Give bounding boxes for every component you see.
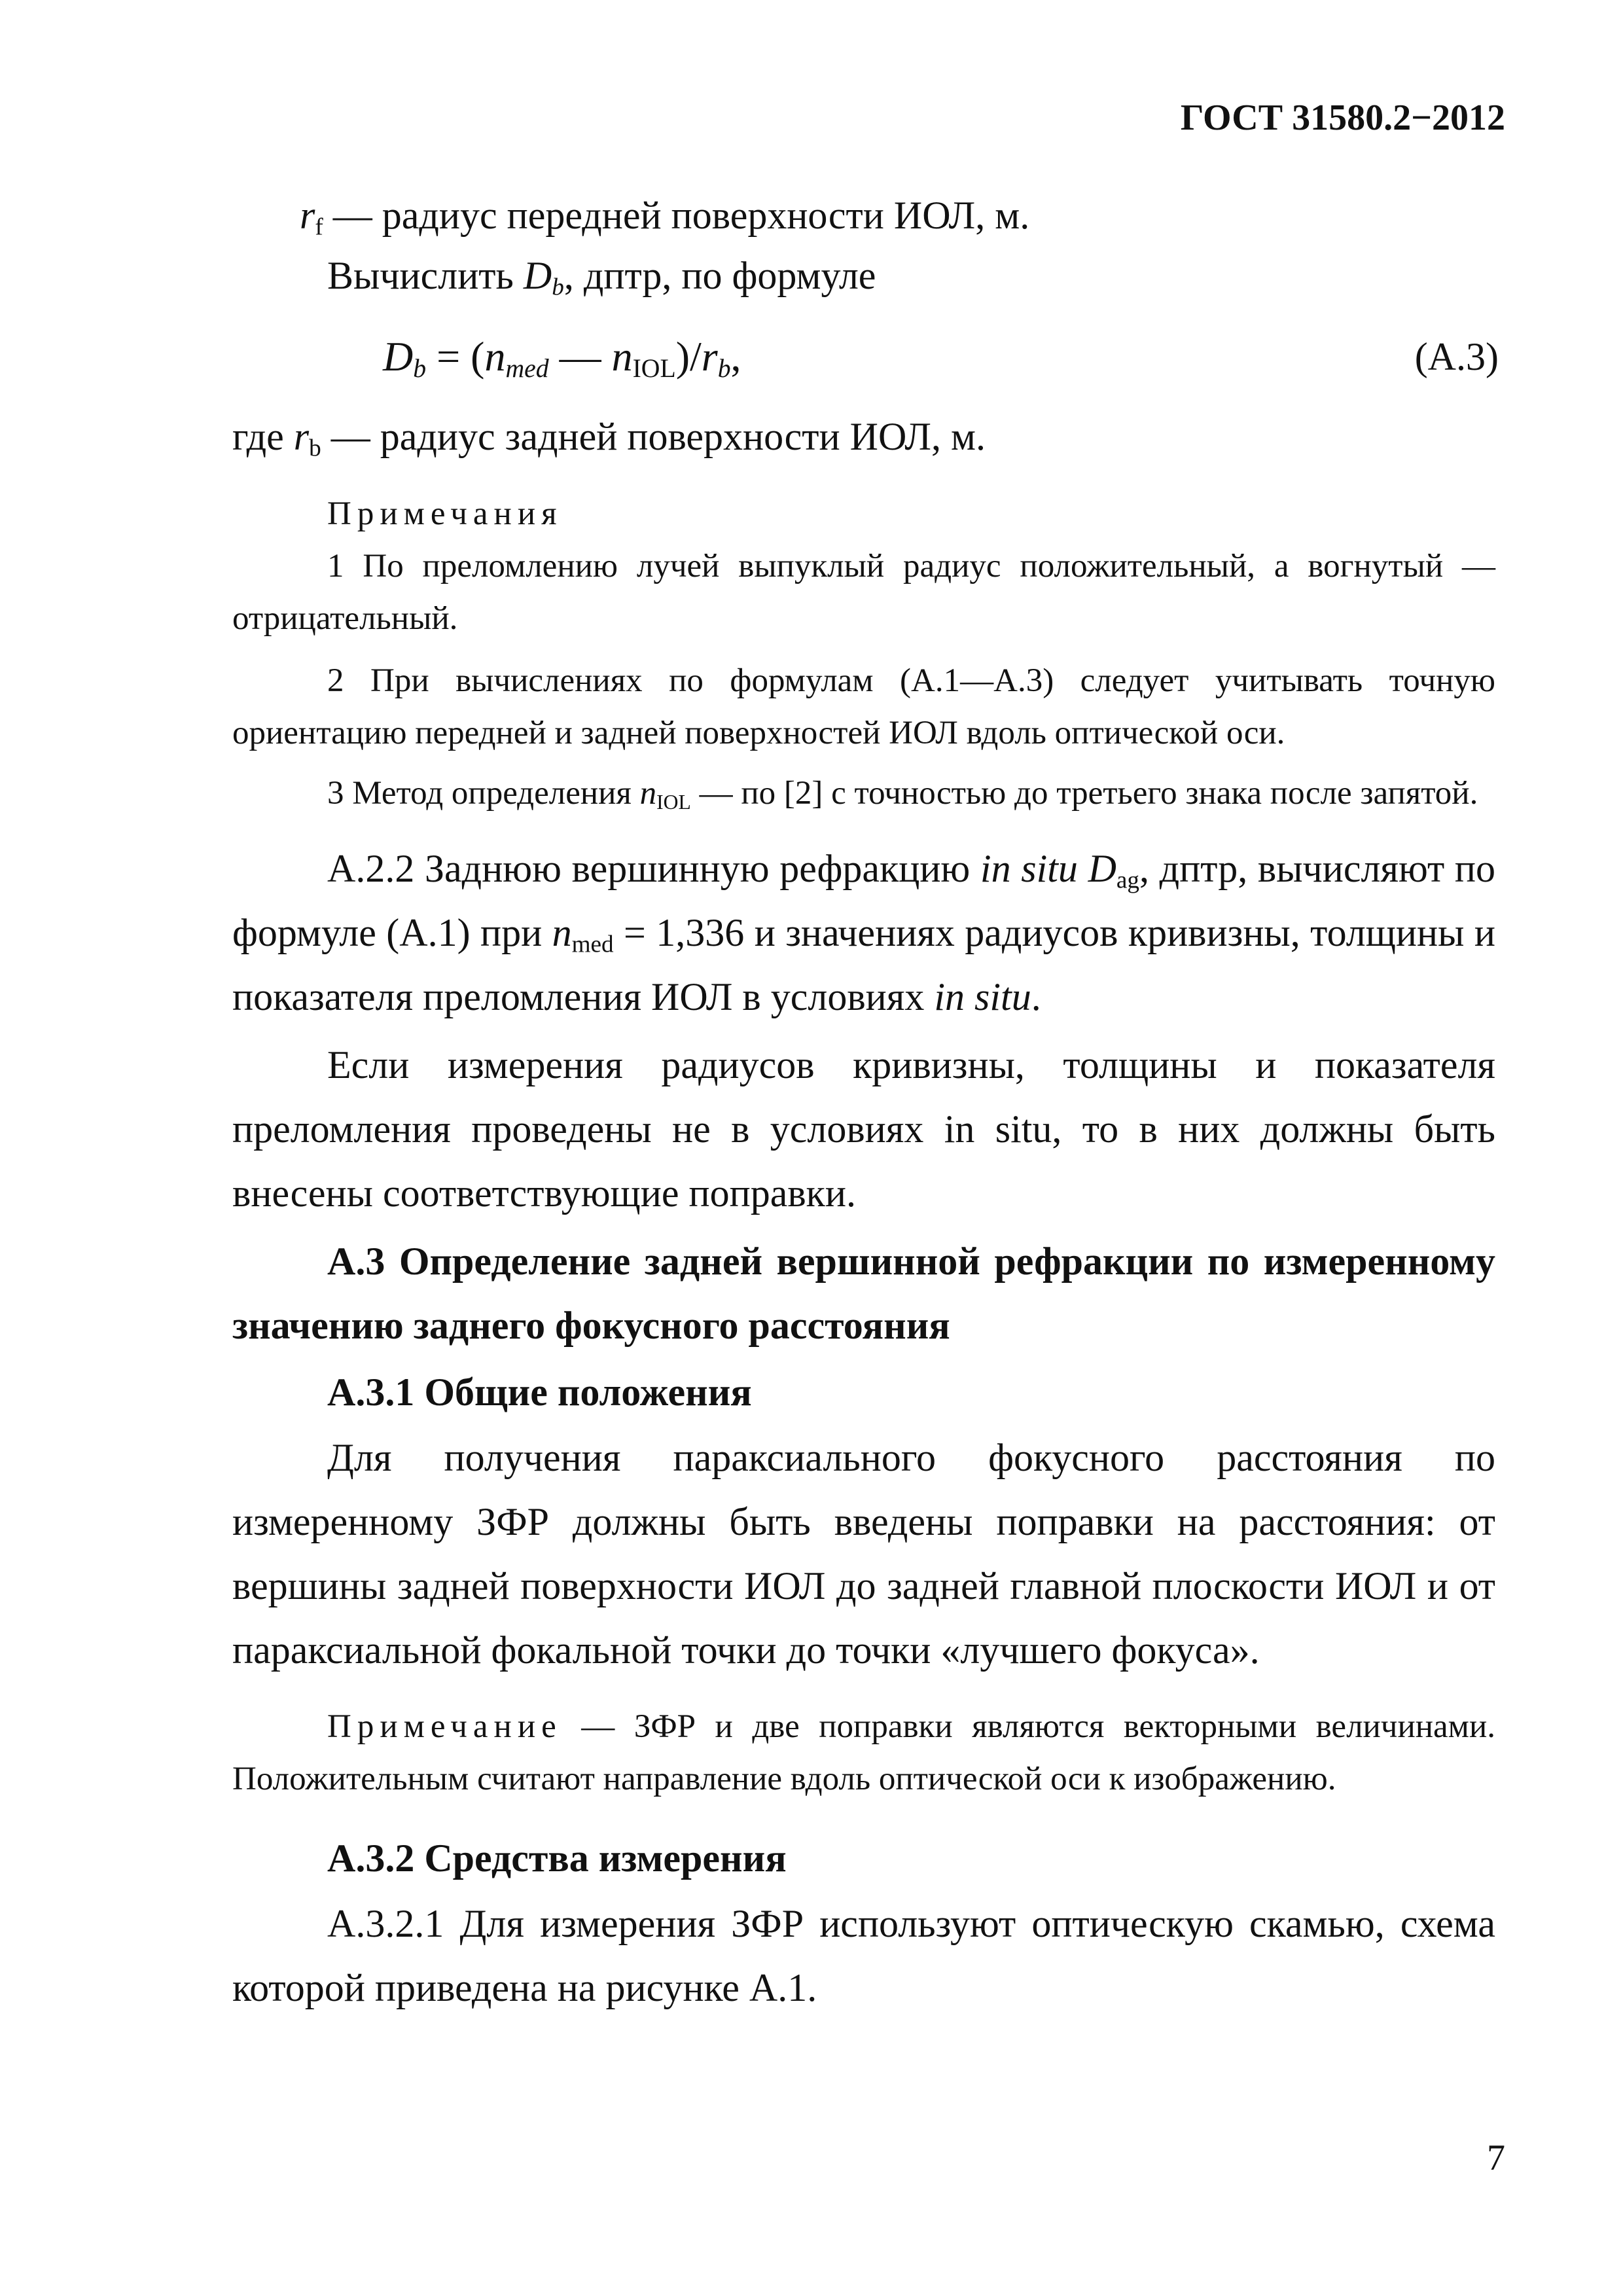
a22-n-symbol: n <box>552 911 572 954</box>
note-3-pre: 3 Метод определения <box>327 775 640 812</box>
rf-symbol: r <box>300 194 315 237</box>
document-code-header: ГОСТ 31580.2−2012 <box>1180 98 1505 138</box>
rb-text: — радиус задней поверхности ИОЛ, м. <box>321 415 986 458</box>
note-1: 1 По преломлению лучей выпуклый радиус положительный, а вогнутый — отрицательный. <box>232 548 1495 637</box>
note-3-symbol: n <box>639 775 657 812</box>
rb-pre: где <box>232 415 294 458</box>
a31-note-title: Примечание <box>327 1708 562 1745</box>
a22-paragraph <box>232 836 1495 1029</box>
a22-correction-paragraph: Если измерения радиусов кривизны, толщины и показателя преломления проведены не в условиях in situ, то в них должны быть внесены соответствующие поправки. <box>232 1043 1495 1215</box>
formula-comma: , <box>730 333 741 380</box>
rf-text: — радиус передней поверхности ИОЛ, м. <box>323 194 1030 237</box>
compute-db-pre: Вычислить <box>327 254 524 297</box>
a22-n-sub: med <box>571 931 614 958</box>
formula-minus: — <box>548 333 612 380</box>
a22-post: = 1,336 и значениях радиусов кривизны, толщины и показателя преломления ИОЛ в условиях <box>232 911 1495 1018</box>
a22-in-situ-2: in situ <box>934 975 1031 1018</box>
a3-heading: А.3 Определение задней вершинной рефракции по измеренному значению заднего фокусного расстояния <box>232 1240 1495 1347</box>
formula-a3 <box>383 325 1495 389</box>
formula-n-med-sub: med <box>505 353 549 383</box>
db-subscript: b <box>552 274 564 301</box>
formula-eq: = ( <box>426 333 485 380</box>
formula-close: )/ <box>675 333 702 380</box>
formula-n-iol: n <box>611 333 633 380</box>
formula-n-iol-sub: IOL <box>632 353 676 383</box>
a22-mid: , дптр, вычисляют по формуле (А.1) при <box>232 847 1496 954</box>
page-number: 7 <box>1487 2138 1505 2178</box>
note-3-subscript: IOL <box>656 790 691 814</box>
rb-definition <box>232 404 1508 469</box>
rb-subscript: b <box>309 435 321 462</box>
note-3 <box>327 767 1505 819</box>
compute-db-post: , дптр, по формуле <box>563 254 876 297</box>
rb-symbol: r <box>293 415 310 458</box>
note-2: 2 При вычислениях по формулам (А.1—А.3) следует учитывать точную ориентацию передней и задней поверхностей ИОЛ вдоль оптической оси. <box>232 662 1495 751</box>
a321-paragraph: А.3.2.1 Для измерения ЗФР используют оптическую скамью, схема которой приведена на рисунке А.1. <box>232 1902 1495 2009</box>
a22-end: . <box>1031 975 1041 1018</box>
rf-subscript: f <box>315 213 323 241</box>
compute-db-line <box>327 243 1505 308</box>
rf-definition <box>300 183 1510 247</box>
formula-lhs-sub: b <box>413 353 427 383</box>
notes-title: Примечания <box>327 495 563 532</box>
formula-tag: (А.3) <box>1414 335 1499 378</box>
a22-dag-symbol: D <box>1088 847 1116 890</box>
formula-n-med: n <box>484 333 506 380</box>
a31-paragraph: Для получения параксиального фокусного расстояния по измеренному ЗФР должны быть введены поправки на расстояния: от вершины задней поверхности ИОЛ до задней главной плоскости ИОЛ и от параксиальной фокальной точки до точки «лучшего фокуса». <box>232 1436 1495 1672</box>
db-symbol: D <box>523 254 552 297</box>
a22-in-situ: in situ <box>980 847 1078 890</box>
formula-lhs: D <box>383 333 414 380</box>
a32-heading: А.3.2 Средства измерения <box>327 1837 787 1880</box>
a31-note-text: — ЗФР и две поправки являются векторными величинами. Положительным считают направление вдоль оптической оси к изображению. <box>232 1708 1495 1797</box>
a22-pre: А.2.2 Заднюю вершинную рефракцию <box>327 847 980 890</box>
formula-r: r <box>701 333 718 380</box>
note-3-post: — по [2] с точностью до третьего знака после запятой. <box>690 775 1478 812</box>
formula-r-sub: b <box>717 353 731 383</box>
a31-heading: А.3.1 Общие положения <box>327 1371 752 1414</box>
a22-dag-sub: ag <box>1116 867 1140 894</box>
a31-note <box>232 1700 1495 1805</box>
